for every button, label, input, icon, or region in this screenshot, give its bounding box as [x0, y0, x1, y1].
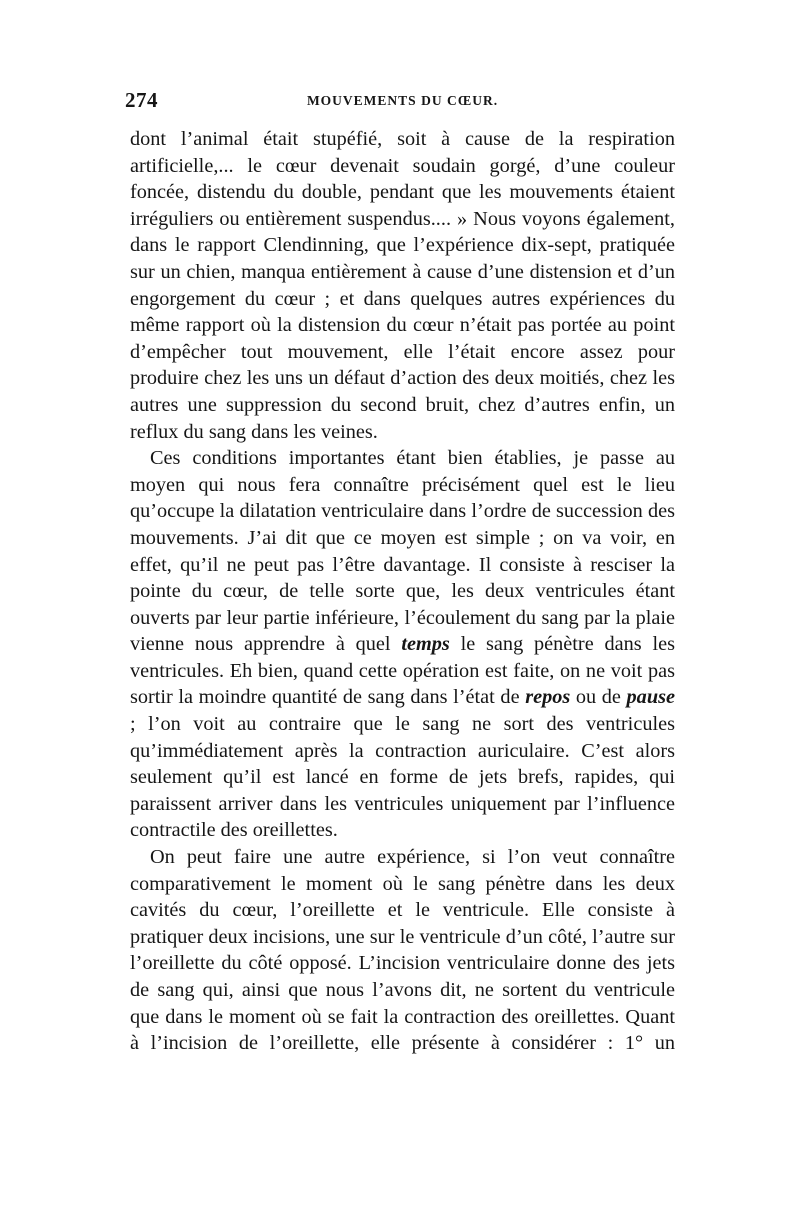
emphasized-word-temps: temps [401, 633, 450, 656]
text-segment: dont l’animal était stupéfié, soit à cause de la respiration artificielle,... le cœur devenait soudain gorgé, d’une couleur foncée, distendu du double, pendant que les mouvements étaient irréguliers ou entièrement suspendus.... » Nous voyons également, dans le rapport Clendinning, que l’expérience dix-sept, pratiquée sur un chien, manqua entièrement à cause d’une distension et d’un engorgement du cœur ; et dans quelques autres expériences du même rapport où la distension du cœur n’était pas portée au point d’empêcher tout mouvement, elle l’était encore assez pour produire chez les uns un défaut d’action des deux moitiés, chez les autres une suppression du second bruit, chez d’autres enfin, un reflux du sang dans les veines. [130, 128, 675, 443]
emphasized-word-repos: repos [525, 686, 571, 709]
emphasized-word-pause: pause [626, 686, 675, 709]
text-segment: Ces conditions importantes étant bien établies, je passe au moyen qui nous fera connaître précisément quel est le lieu qu’occupe la dilatation ventriculaire dans l’ordre de succession des mouvements. J’ai dit que ce moyen est simple ; on va voir, en effet, qu’il ne peut pas l’être davantage. Il consiste à resciser la pointe du cœur, de telle sorte que, les deux ventricules étant ouverts par leur partie inférieure, l’écoulement du sang par la plaie vienne nous apprendre à quel [130, 447, 675, 656]
text-segment: ; l’on voit au contraire que le sang ne sort des ventricules qu’immédiatement après la contraction auriculaire. C’est alors seulement qu’il est lancé en forme de jets brefs, rapides, qui paraissent arriver dans les ventricules uniquement par l’influence contractile des oreillettes. [130, 713, 675, 842]
paragraph-1 [130, 126, 675, 445]
paragraph-3 [130, 844, 675, 1057]
paragraph-2 [130, 445, 675, 844]
running-head [125, 88, 675, 118]
book-page [125, 88, 675, 1057]
body-text [130, 126, 675, 1057]
page-number: 274 [125, 88, 158, 112]
text-segment: ou de [570, 686, 627, 709]
running-title: MOUVEMENTS DU CŒUR. [306, 93, 499, 108]
text-segment: On peut faire une autre expérience, si l’on veut connaître comparativement le moment où le sang pénètre dans les deux cavités du cœur, l’oreillette et le ventricule. Elle consiste à pratiquer deux incisions, une sur le ventricule d’un côté, l’autre sur l’oreillette du côté opposé. L’incision ventriculaire donne des jets de sang qui, ainsi que nous l’avons dit, ne sortent du ventricule que dans le moment où se fait la contraction des oreillettes. Quant à l’incision de l’oreillette, elle présente à considérer : 1° un [130, 846, 675, 1055]
text-segment: le sang pénètre dans les ventricules. Eh bien, quand cette opération est faite, on ne voit pas sortir la moindre quantité de sang dans l’état de [130, 633, 675, 709]
